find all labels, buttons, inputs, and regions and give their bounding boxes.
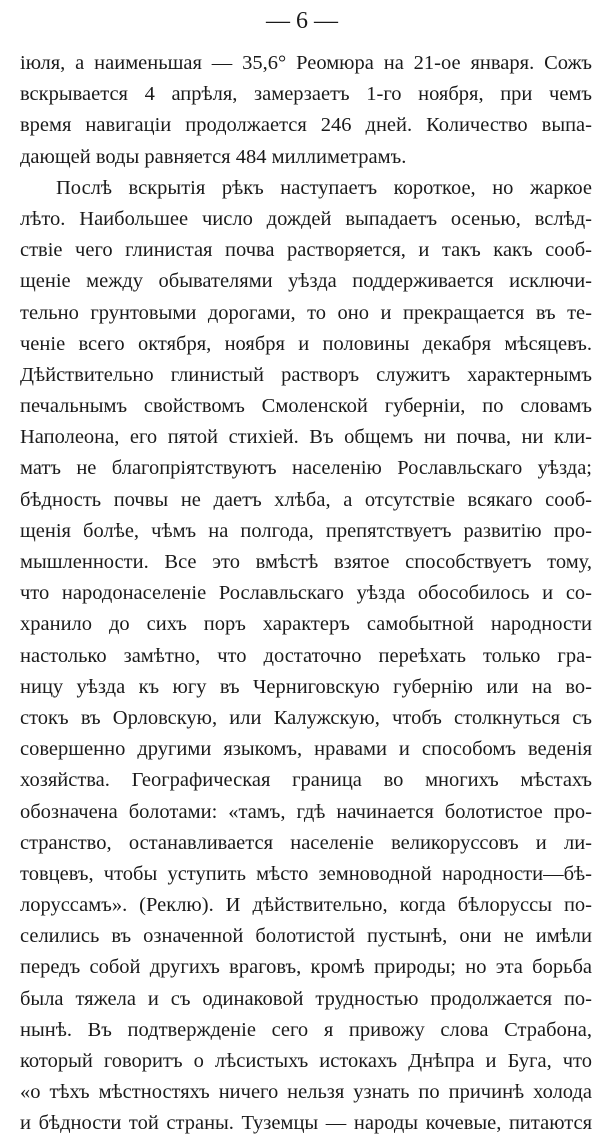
text-line: Послѣ вскрытія рѣкъ наступаетъ короткое, но жаркое xyxy=(56,176,592,199)
text-line: ствіе чего глинистая почва растворяется, и такъ какъ сооб- xyxy=(20,239,592,262)
text-line: лѣто. Наибольшее число дождей выпадаетъ осенью, вслѣд- xyxy=(20,207,592,230)
text-line: ницу уѣзда къ югу въ Черниговскую губернію или на во- xyxy=(20,675,592,698)
text-line: настолько замѣтно, что достаточно переѣхать только гра- xyxy=(20,644,592,667)
text-line: тельно грунтовыми дорогами, то оно и прекращается въ те- xyxy=(20,301,592,324)
text-line: селились въ означенной болотистой пустынѣ, они не имѣли xyxy=(20,925,592,948)
text-line: бѣдность почвы не даетъ хлѣба, а отсутствіе всякаго сооб- xyxy=(20,488,592,511)
text-line: нынѣ. Въ подтвержденіе сего я привожу слова Страбона, xyxy=(20,1018,592,1041)
text-line: хозяйства. Географическая граница во многихъ мѣстахъ xyxy=(20,769,592,792)
text-line: іюля, а наименьшая — 35,6° Реомюра на 21-ое января. Сожъ xyxy=(20,52,592,74)
text-line: хранило до сихъ поръ характеръ самобытной народности xyxy=(20,613,592,636)
text-line: Наполеона, его пятой стихіей. Въ общемъ ни почва, ни кли- xyxy=(20,426,592,449)
text-line: который говоритъ о лѣсистыхъ истокахъ Днѣпра и Буга, что xyxy=(20,1050,592,1072)
text-line: стокъ въ Орловскую, или Калужскую, чтобъ столкнуться съ xyxy=(20,706,592,729)
text-line: печальнымъ свойствомъ Смоленской губерніи, по словамъ xyxy=(20,395,592,418)
text-line: была тяжела и съ одинаковой трудностью продолжается по- xyxy=(20,987,592,1010)
text-line: вскрывается 4 апрѣля, замерзаетъ 1-го ноября, при чемъ xyxy=(20,83,592,106)
text-line: время навигаціи продолжается 246 дней. Количество выпа- xyxy=(20,114,592,137)
page-number: — 6 — xyxy=(266,8,338,34)
text-line: дающей воды равняется 484 миллиметрамъ. xyxy=(20,145,407,168)
text-line: мышленности. Все это вмѣстѣ взятое способствуетъ тому, xyxy=(20,551,592,573)
text-line: матъ не благопріятствуютъ населенію Рославльскаго уѣзда; xyxy=(20,457,592,480)
text-line: товцевъ, чтобы уступить мѣсто земноводной народности—бѣ- xyxy=(20,862,592,885)
text-line: что народонаселеніе Рославльскаго уѣзда обособилось и со- xyxy=(20,582,592,605)
text-line: обозначена болотами: «тамъ, гдѣ начинается болотистое про- xyxy=(20,800,592,823)
text-line: «о тѣхъ мѣстностяхъ ничего нельзя узнать по причинѣ холода xyxy=(20,1081,592,1104)
text-line: Дѣйствительно глинистый растворъ служитъ характернымъ xyxy=(20,363,592,386)
text-line: странство, останавливается населеніе великоруссовъ и ли- xyxy=(20,831,592,854)
text-line: лоруссамъ». (Реклю). И дѣйствительно, когда бѣлоруссы по- xyxy=(20,894,592,917)
text-line: передъ собой другихъ враговъ, кромѣ природы; но эта борьба xyxy=(20,956,592,979)
body-text xyxy=(20,48,592,1140)
text-line: и бѣдности той страны. Туземцы — народы кочевые, питаются xyxy=(20,1112,592,1135)
text-line: совершенно другими языкомъ, нравами и способомъ веденія xyxy=(20,738,592,761)
text-line: щеніе между обывателями уѣзда поддерживается исключи- xyxy=(20,270,592,293)
text-line: щенія болѣе, чѣмъ на полгода, препятствуетъ развитію про- xyxy=(20,519,592,542)
text-line: ченіе всего октября, ноября и половины декабря мѣсяцевъ. xyxy=(20,332,592,355)
